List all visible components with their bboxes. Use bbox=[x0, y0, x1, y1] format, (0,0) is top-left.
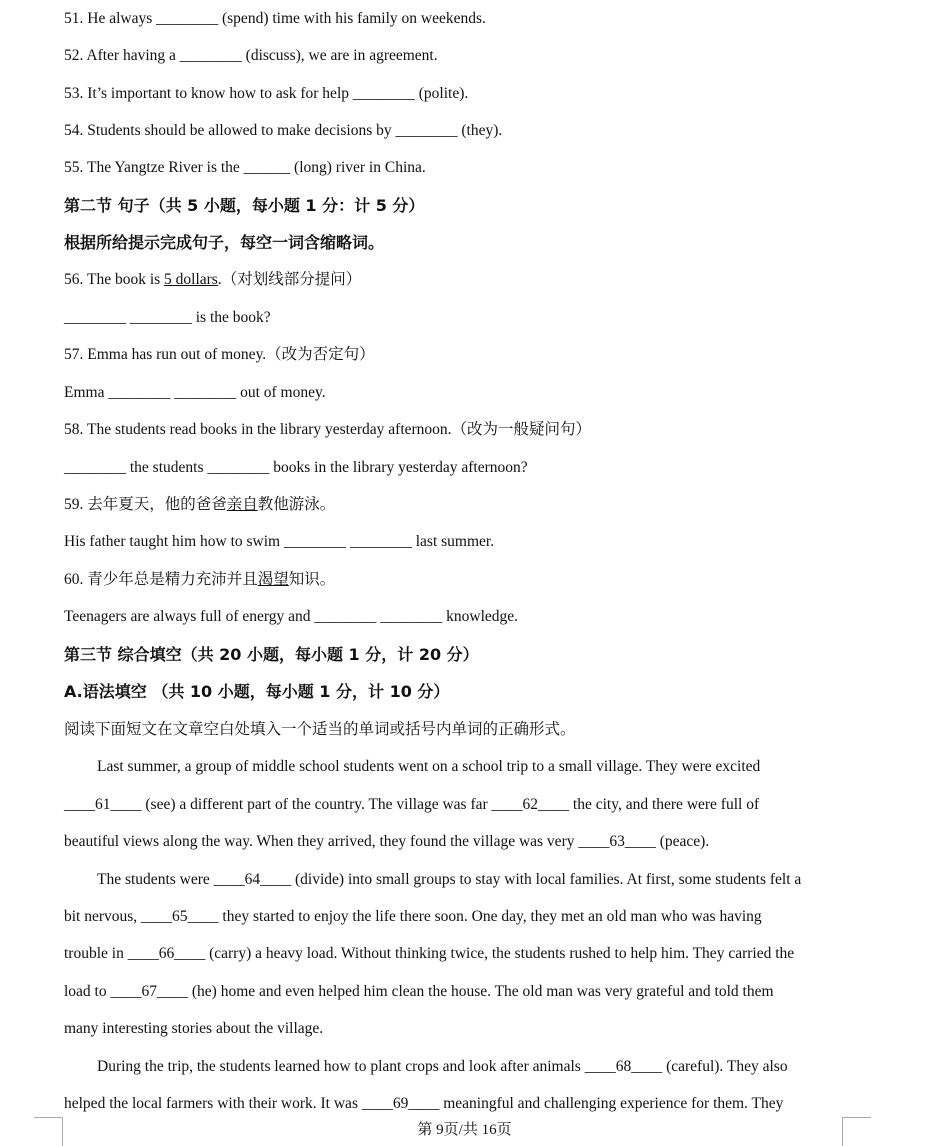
passage-line-3: beautiful views along the way. When they arrived, they found the village was very ____63____ (peace). bbox=[64, 833, 710, 850]
question-54: 54. Students should be allowed to make decisions by ________ (they). bbox=[64, 122, 503, 139]
question-60-answer: Teenagers are always full of energy and ________ ________ knowledge. bbox=[64, 608, 519, 625]
question-58: 58. The students read books in the library yesterday afternoon.（改为一般疑问句） bbox=[64, 421, 592, 438]
question-52: 52. After having a ________ (discuss), we are in agreement. bbox=[64, 47, 438, 64]
question-59-underlined: 亲自 bbox=[226, 496, 258, 513]
question-59-text: 59. 去年夏天，他的爸爸 bbox=[64, 496, 227, 513]
question-59-answer: His father taught him how to swim ________ ________ last summer. bbox=[64, 533, 495, 550]
question-59-text-end: 教他游泳。 bbox=[257, 496, 336, 513]
section-3-title: 第三节 综合填空（共 20 小题，每小题 1 分，计 20 分） bbox=[64, 645, 479, 664]
question-60-text-end: 知识。 bbox=[288, 571, 336, 588]
question-57: 57. Emma has run out of money.（改为否定句） bbox=[64, 346, 375, 363]
question-56-hint: .（对划线部分提问） bbox=[217, 271, 362, 288]
question-53: 53. It’s important to know how to ask for help ________ (polite). bbox=[64, 85, 469, 102]
section-2-instructions: 根据所给提示完成句子，每空一词含缩略词。 bbox=[64, 233, 385, 252]
passage-line-7: load to ____67____ (he) home and even helped him clean the house. The old man was very grateful and told them bbox=[64, 983, 774, 1000]
section-2-title: 第二节 句子（共 5 小题，每小题 1 分：计 5 分） bbox=[64, 196, 425, 215]
question-56-text: 56. The book is bbox=[64, 271, 165, 288]
question-55: 55. The Yangtze River is the ______ (long) river in China. bbox=[64, 159, 426, 176]
question-60-underlined: 渴望 bbox=[257, 571, 289, 588]
passage-line-5: bit nervous, ____65____ they started to enjoy the life there soon. One day, they met an old man who was having bbox=[64, 908, 762, 925]
passage-line-8: many interesting stories about the village. bbox=[64, 1020, 324, 1037]
passage-line-1: Last summer, a group of middle school students went on a school trip to a small village. They were excited bbox=[97, 758, 761, 775]
question-60 bbox=[64, 570, 335, 590]
question-58-answer: ________ the students ________ books in the library yesterday afternoon? bbox=[64, 459, 528, 476]
question-51: 51. He always ________ (spend) time with his family on weekends. bbox=[64, 10, 486, 27]
page-footer: 第 9页/共 16页 bbox=[417, 1122, 512, 1138]
passage-line-10: helped the local farmers with their work. It was ____69____ meaningful and challenging experience for them. They bbox=[64, 1095, 784, 1112]
question-56-underlined: 5 dollars bbox=[164, 271, 218, 288]
question-59 bbox=[64, 495, 335, 515]
passage-line-4: The students were ____64____ (divide) into small groups to stay with local families. At first, some students felt a bbox=[97, 871, 802, 888]
section-a-title: A.语法填空 （共 10 小题，每小题 1 分，计 10 分） bbox=[64, 682, 450, 701]
question-56-answer: ________ ________ is the book? bbox=[64, 309, 271, 326]
passage-line-9: During the trip, the students learned how to plant crops and look after animals ____68____ (careful). They also bbox=[97, 1058, 788, 1075]
passage-line-6: trouble in ____66____ (carry) a heavy load. Without thinking twice, the students rushed to help him. They carried the bbox=[64, 945, 795, 962]
section-a-instructions: 阅读下面短文在文章空白处填入一个适当的单词或括号内单词的正确形式。 bbox=[64, 721, 576, 738]
question-60-text: 60. 青少年总是精力充沛并且 bbox=[64, 571, 258, 588]
passage-line-2: ____61____ (see) a different part of the country. The village was far ____62____ the city, and there were full of bbox=[64, 796, 760, 813]
question-57-answer: Emma ________ ________ out of money. bbox=[64, 384, 326, 401]
question-56 bbox=[64, 270, 361, 290]
